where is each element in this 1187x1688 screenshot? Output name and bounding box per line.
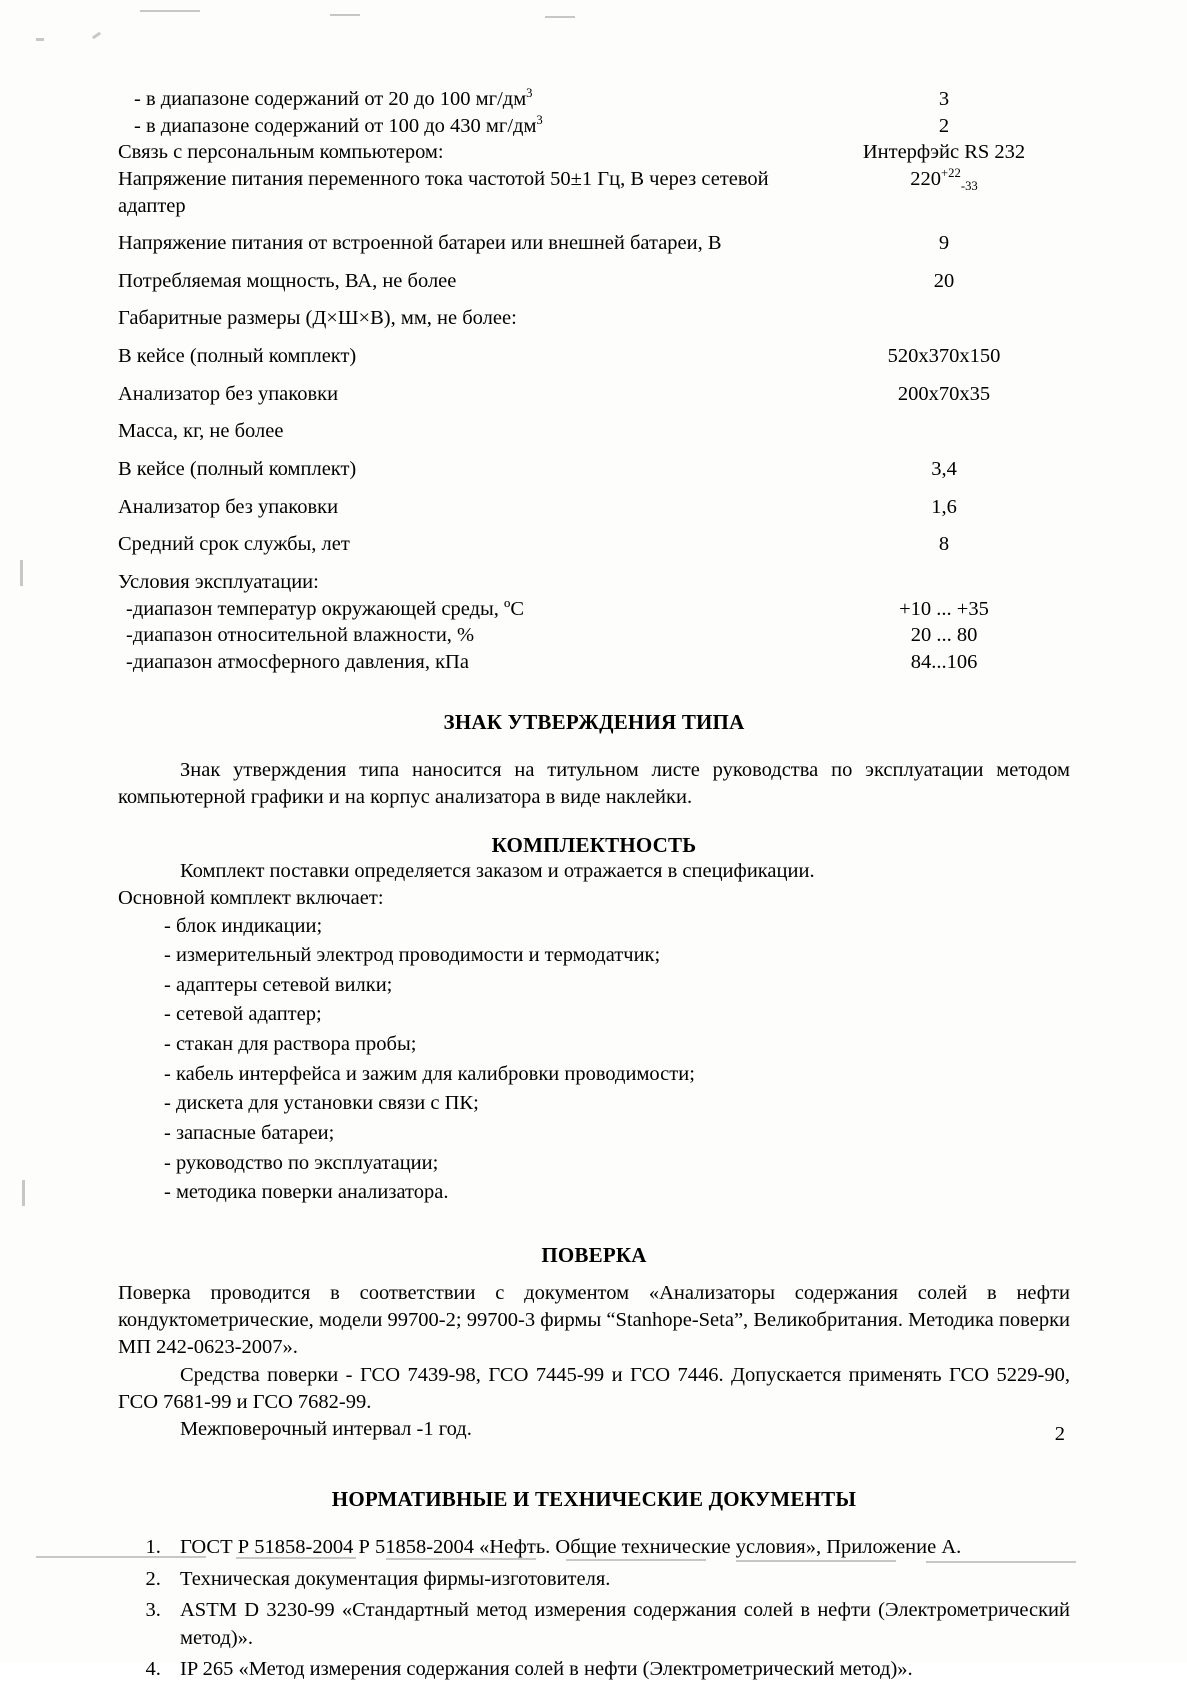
spec-value: +10 ... +35 bbox=[899, 597, 989, 620]
spec-row bbox=[118, 381, 1070, 419]
spec-value: 1,6 bbox=[931, 495, 957, 518]
spec-value: 8 bbox=[938, 533, 950, 556]
spec-value: 200x70x35 bbox=[897, 382, 991, 405]
list-item: 1. ГОСТ Р 51858-2004 Р 51858-2004 «Нефть. Общие технические условия», Приложение А. bbox=[166, 1534, 1070, 1565]
spec-label: -диапазон относительной влажности, % bbox=[126, 624, 475, 647]
spec-label: Напряжение питания переменного тока частотой 50±1 Гц, В через сетевой адаптер bbox=[118, 167, 769, 217]
spec-row bbox=[118, 86, 1070, 113]
list-item: 4. IP 265 «Метод измерения содержания солей в нефти (Электрометрический метод)». bbox=[166, 1656, 1070, 1687]
list-item: - сетевой адаптер; bbox=[164, 1003, 322, 1026]
spec-row bbox=[118, 268, 1070, 306]
spec-value: 520x370x150 bbox=[887, 345, 1001, 368]
spec-value bbox=[818, 418, 1070, 456]
spec-value: Интерфэйс RS 232 bbox=[862, 141, 1026, 164]
spec-value: 84...106 bbox=[910, 650, 978, 673]
spec-label: В кейсе (полный комплект) bbox=[118, 345, 357, 368]
spec-label: - в диапазоне содержаний от 100 до 430 $мг/дм^3$ bbox=[134, 112, 543, 137]
list-item: 3. ASTM D 3230-99 «Стандартный метод измерения содержания солей в нефти (Электрометрический метод)». bbox=[166, 1597, 1070, 1656]
type-mark-paragraph: Знак утверждения типа наносится на титульном листе руководства по эксплуатации методом компьютерной графики и на корпус анализатора в виде наклейки. bbox=[118, 758, 1070, 808]
spec-label: Связь с персональным компьютером: bbox=[118, 141, 444, 164]
list-item: - запасные батареи; bbox=[164, 1122, 335, 1145]
spec-row bbox=[118, 418, 1070, 456]
spec-row bbox=[118, 456, 1070, 494]
scan-artifact bbox=[330, 14, 360, 16]
spec-label: Габаритные размеры (Д×Ш×В), мм, не более: bbox=[118, 307, 517, 330]
spec-row bbox=[118, 230, 1070, 268]
spec-label: Масса, кг, не более bbox=[118, 420, 284, 443]
list-item: - методика поверки анализатора. bbox=[164, 1181, 449, 1204]
spec-row bbox=[118, 531, 1070, 569]
spec-row bbox=[118, 569, 1070, 596]
scan-artifact bbox=[22, 1180, 25, 1206]
completeness-paragraph-2: Основной комплект включает: bbox=[118, 887, 384, 910]
spec-label: - в диапазоне содержаний от 20 до 100 $мг/дм^3$ bbox=[134, 86, 533, 110]
list-item: - дискета для установки связи с ПК; bbox=[164, 1092, 479, 1115]
verification-paragraph-3: Межповерочный интервал -1 год. bbox=[180, 1418, 472, 1441]
scan-artifact bbox=[140, 10, 200, 12]
page-number: 2 bbox=[1054, 1423, 1065, 1445]
spec-row bbox=[118, 622, 1070, 649]
spec-row bbox=[118, 166, 1070, 230]
completeness-items-list bbox=[118, 913, 1070, 1209]
spec-label: -диапазон атмосферного давления, кПа bbox=[126, 650, 469, 673]
list-item: - блок индикации; bbox=[164, 914, 323, 937]
spec-label: Условия эксплуатации: bbox=[118, 570, 319, 593]
section-title-completeness: КОМПЛЕКТНОСТЬ bbox=[491, 833, 697, 858]
list-item: 2. Техническая документация фирмы-изготовителя. bbox=[166, 1566, 1070, 1597]
list-item: - руководство по эксплуатации; bbox=[164, 1151, 439, 1174]
spec-value: 3,4 bbox=[931, 458, 957, 481]
list-item: - адаптеры сетевой вилки; bbox=[164, 973, 393, 996]
spec-row bbox=[118, 139, 1070, 166]
normative-docs-list bbox=[118, 1534, 1070, 1687]
completeness-paragraph-1: Комплект поставки определяется заказом и отражается в спецификации. bbox=[180, 860, 815, 883]
spec-value: 3 bbox=[938, 88, 950, 110]
spec-label: -диапазон температур окружающей среды, ºС bbox=[126, 597, 525, 620]
list-item: - измерительный электрод проводимости и термодатчик; bbox=[164, 944, 661, 967]
spec-label: Напряжение питания от встроенной батареи или внешней батареи, В bbox=[118, 232, 722, 255]
spec-value bbox=[818, 305, 1070, 343]
page-content bbox=[118, 86, 1070, 1688]
spec-row bbox=[118, 596, 1070, 623]
specifications-body bbox=[118, 86, 1070, 676]
spec-value bbox=[818, 569, 1070, 596]
spec-label: Средний срок службы, лет bbox=[118, 533, 350, 556]
section-title-normative-docs: НОРМАТИВНЫЕ И ТЕХНИЧЕСКИЕ ДОКУМЕНТЫ bbox=[331, 1487, 857, 1512]
list-item: - стакан для раствора пробы; bbox=[164, 1033, 417, 1056]
list-item: - кабель интерфейса и зажим для калибровки проводимости; bbox=[164, 1062, 695, 1085]
spec-label: Анализатор без упаковки bbox=[118, 495, 339, 518]
specifications-table bbox=[118, 86, 1070, 676]
spec-row bbox=[118, 305, 1070, 343]
scan-artifact bbox=[20, 560, 23, 586]
spec-label: В кейсе (полный комплект) bbox=[118, 458, 357, 481]
verification-paragraph-2: Средства поверки - ГСО 7439-98, ГСО 7445-99 и ГСО 7446. Допускается применять ГСО 5229-90, ГСО 7681-99 и ГСО 7682-99. bbox=[118, 1363, 1070, 1413]
verification-paragraph-1: Поверка проводится в соответствии с документом «Анализаторы содержания солей в нефти кондуктометрические, модели 99700-2; 99700-3 фирмы “Stanhope-Seta”, Великобритания. Методика поверки МП 242-0623-2007». bbox=[118, 1281, 1070, 1359]
section-title-verification: ПОВЕРКА bbox=[541, 1242, 647, 1267]
spec-value: 2 bbox=[938, 114, 950, 137]
spec-value: 9 bbox=[938, 232, 950, 255]
spec-label: Анализатор без упаковки bbox=[118, 382, 339, 405]
scan-artifact bbox=[36, 38, 44, 41]
spec-row bbox=[118, 343, 1070, 381]
scan-artifact bbox=[545, 16, 575, 18]
spec-label: Потребляемая мощность, ВА, не более bbox=[118, 269, 457, 292]
spec-value: 20 bbox=[933, 269, 955, 292]
section-title-type-mark: ЗНАК УТВЕРЖДЕНИЯ ТИПА bbox=[443, 709, 745, 734]
spec-value: $220^{+22}_{-33}$ bbox=[910, 166, 978, 194]
spec-row bbox=[118, 113, 1070, 140]
spec-row bbox=[118, 649, 1070, 676]
scan-artifact bbox=[92, 32, 101, 40]
spec-value: 20 ... 80 bbox=[910, 624, 978, 647]
spec-row bbox=[118, 494, 1070, 532]
